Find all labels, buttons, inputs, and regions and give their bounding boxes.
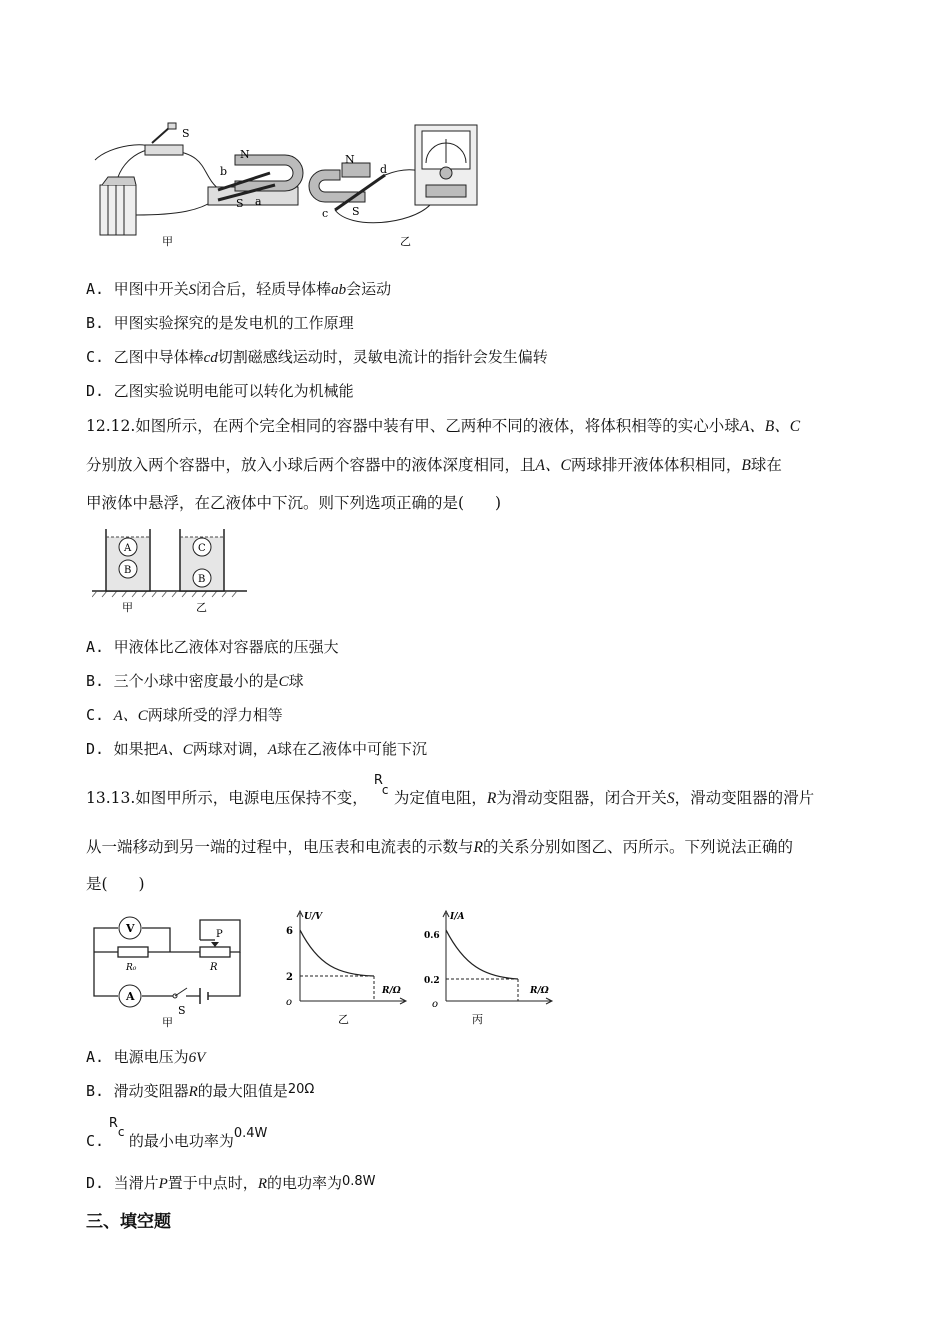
ball-b-label: B [124, 565, 132, 576]
chart-i-vs-r [420, 905, 570, 1030]
q12-stem-line3: 甲液体中悬浮，在乙液体中下沉。则下列选项正确的是( ) [86, 494, 502, 512]
rod-b-label: b [220, 165, 228, 178]
r0-symbol: R c [373, 773, 389, 797]
ball-c-label: C [198, 543, 206, 554]
q12-option-b[interactable]: B. 三个小球中密度最小的是C球 [86, 672, 304, 690]
g1-ytick-top: 6 [286, 926, 293, 937]
figure-circuit [90, 912, 250, 1032]
q13-option-d[interactable]: D. 当滑片P置于中点时，R的电功率为0.8W [86, 1174, 376, 1192]
fig-label-jia-2: 甲 [122, 601, 133, 614]
q11-option-b[interactable]: B. 甲图实验探究的是发电机的工作原理 [86, 314, 354, 332]
container-jia [106, 529, 150, 591]
rod-c-label: c [322, 207, 329, 220]
magnet-icon-2 [309, 163, 388, 210]
r-label: R [210, 962, 218, 973]
rod-a-label: a [255, 195, 262, 208]
q12-stem-line1: 12.12.如图所示，在两个完全相同的容器中装有甲、乙两种不同的液体，将体积相等的实心小球A、B、C [86, 417, 801, 435]
fig-label-jia: 甲 [162, 235, 173, 248]
switch-s-label: S [178, 1004, 186, 1017]
ball-a-label: A [124, 543, 132, 554]
g2-ytick-top: 0.6 [424, 931, 440, 941]
switch-label: S [182, 127, 190, 140]
g1-origin: o [286, 997, 293, 1008]
chart-u-vs-r [278, 905, 418, 1030]
g1-xlabel: R/Ω [382, 986, 401, 996]
voltmeter-label: V [126, 922, 135, 935]
fig-label-yi-2: 乙 [196, 601, 207, 614]
pole-s-label: S [236, 197, 244, 210]
q12-option-c[interactable]: C. A、C两球所受的浮力相等 [86, 706, 283, 724]
switch-icon-2 [173, 988, 187, 998]
g1-ytick-low: 2 [286, 972, 293, 983]
fig-label-yi: 乙 [400, 235, 411, 248]
q13-stem-line1: 13.13.如图甲所示，电源电压保持不变， R c 为定值电阻，R为滑动变阻器，闭合开关S，滑动变阻器的滑片 [86, 773, 815, 807]
galvanometer-icon [415, 125, 477, 205]
g2-ytick-low: 0.2 [424, 976, 440, 986]
ammeter-label: A [126, 990, 135, 1003]
pole-s2-label: S [352, 205, 360, 218]
fig-label-bing: 丙 [472, 1013, 483, 1026]
q11-option-c[interactable]: C. 乙图中导体棒cd切割磁感线运动时，灵敏电流计的指针会发生偏转 [86, 348, 548, 366]
g2-ylabel: I/A [450, 912, 465, 922]
g2-origin: o [432, 999, 439, 1010]
q13-option-c[interactable]: C. R c 的最小电功率为0.4W [86, 1116, 268, 1150]
battery-icon [100, 177, 136, 235]
q13-stem-line2: 从一端移动到另一端的过程中，电压表和电流表的示数与R的关系分别如图乙、丙所示。下列说法正确的 [86, 838, 793, 856]
pole-n-label: N [240, 148, 250, 161]
pole-n2-label: N [345, 153, 355, 166]
slider-p-label: P [216, 929, 223, 940]
switch-icon [145, 123, 183, 155]
q12-option-a[interactable]: A. 甲液体比乙液体对容器底的压强大 [86, 638, 339, 656]
q11-option-d[interactable]: D. 乙图实验说明电能可以转化为机械能 [86, 382, 354, 400]
g2-xlabel: R/Ω [530, 986, 549, 996]
ball-b2-label: B [198, 574, 206, 585]
section-heading-fill-in: 三、填空题 [86, 1212, 171, 1232]
q13-option-a[interactable]: A. 电源电压为6V [86, 1048, 206, 1066]
q13-stem-line3: 是( ) [86, 875, 145, 893]
q12-stem-line2: 分别放入两个容器中，放入小球后两个容器中的液体深度相同，且A、C两球排开液体体积相同，B球在 [86, 456, 782, 474]
figure-containers [92, 525, 252, 617]
q11-option-a[interactable]: A. 甲图中开关S闭合后，轻质导体棒ab会运动 [86, 280, 392, 298]
q13-option-b[interactable]: B. 滑动变阻器R的最大阻值是20Ω [86, 1082, 315, 1100]
g1-ylabel: U/V [304, 912, 323, 922]
fig-label-jia-3: 甲 [162, 1016, 173, 1029]
r0-label: R₀ [126, 963, 137, 973]
figure-motor-generator [90, 115, 490, 255]
battery-cell-icon [200, 988, 208, 1004]
rod-d-label: d [380, 163, 388, 176]
r0-symbol-2: R c [108, 1116, 125, 1139]
q12-option-d[interactable]: D. 如果把A、C两球对调，A球在乙液体中可能下沉 [86, 740, 427, 758]
fig-label-yi-3: 乙 [338, 1013, 349, 1026]
